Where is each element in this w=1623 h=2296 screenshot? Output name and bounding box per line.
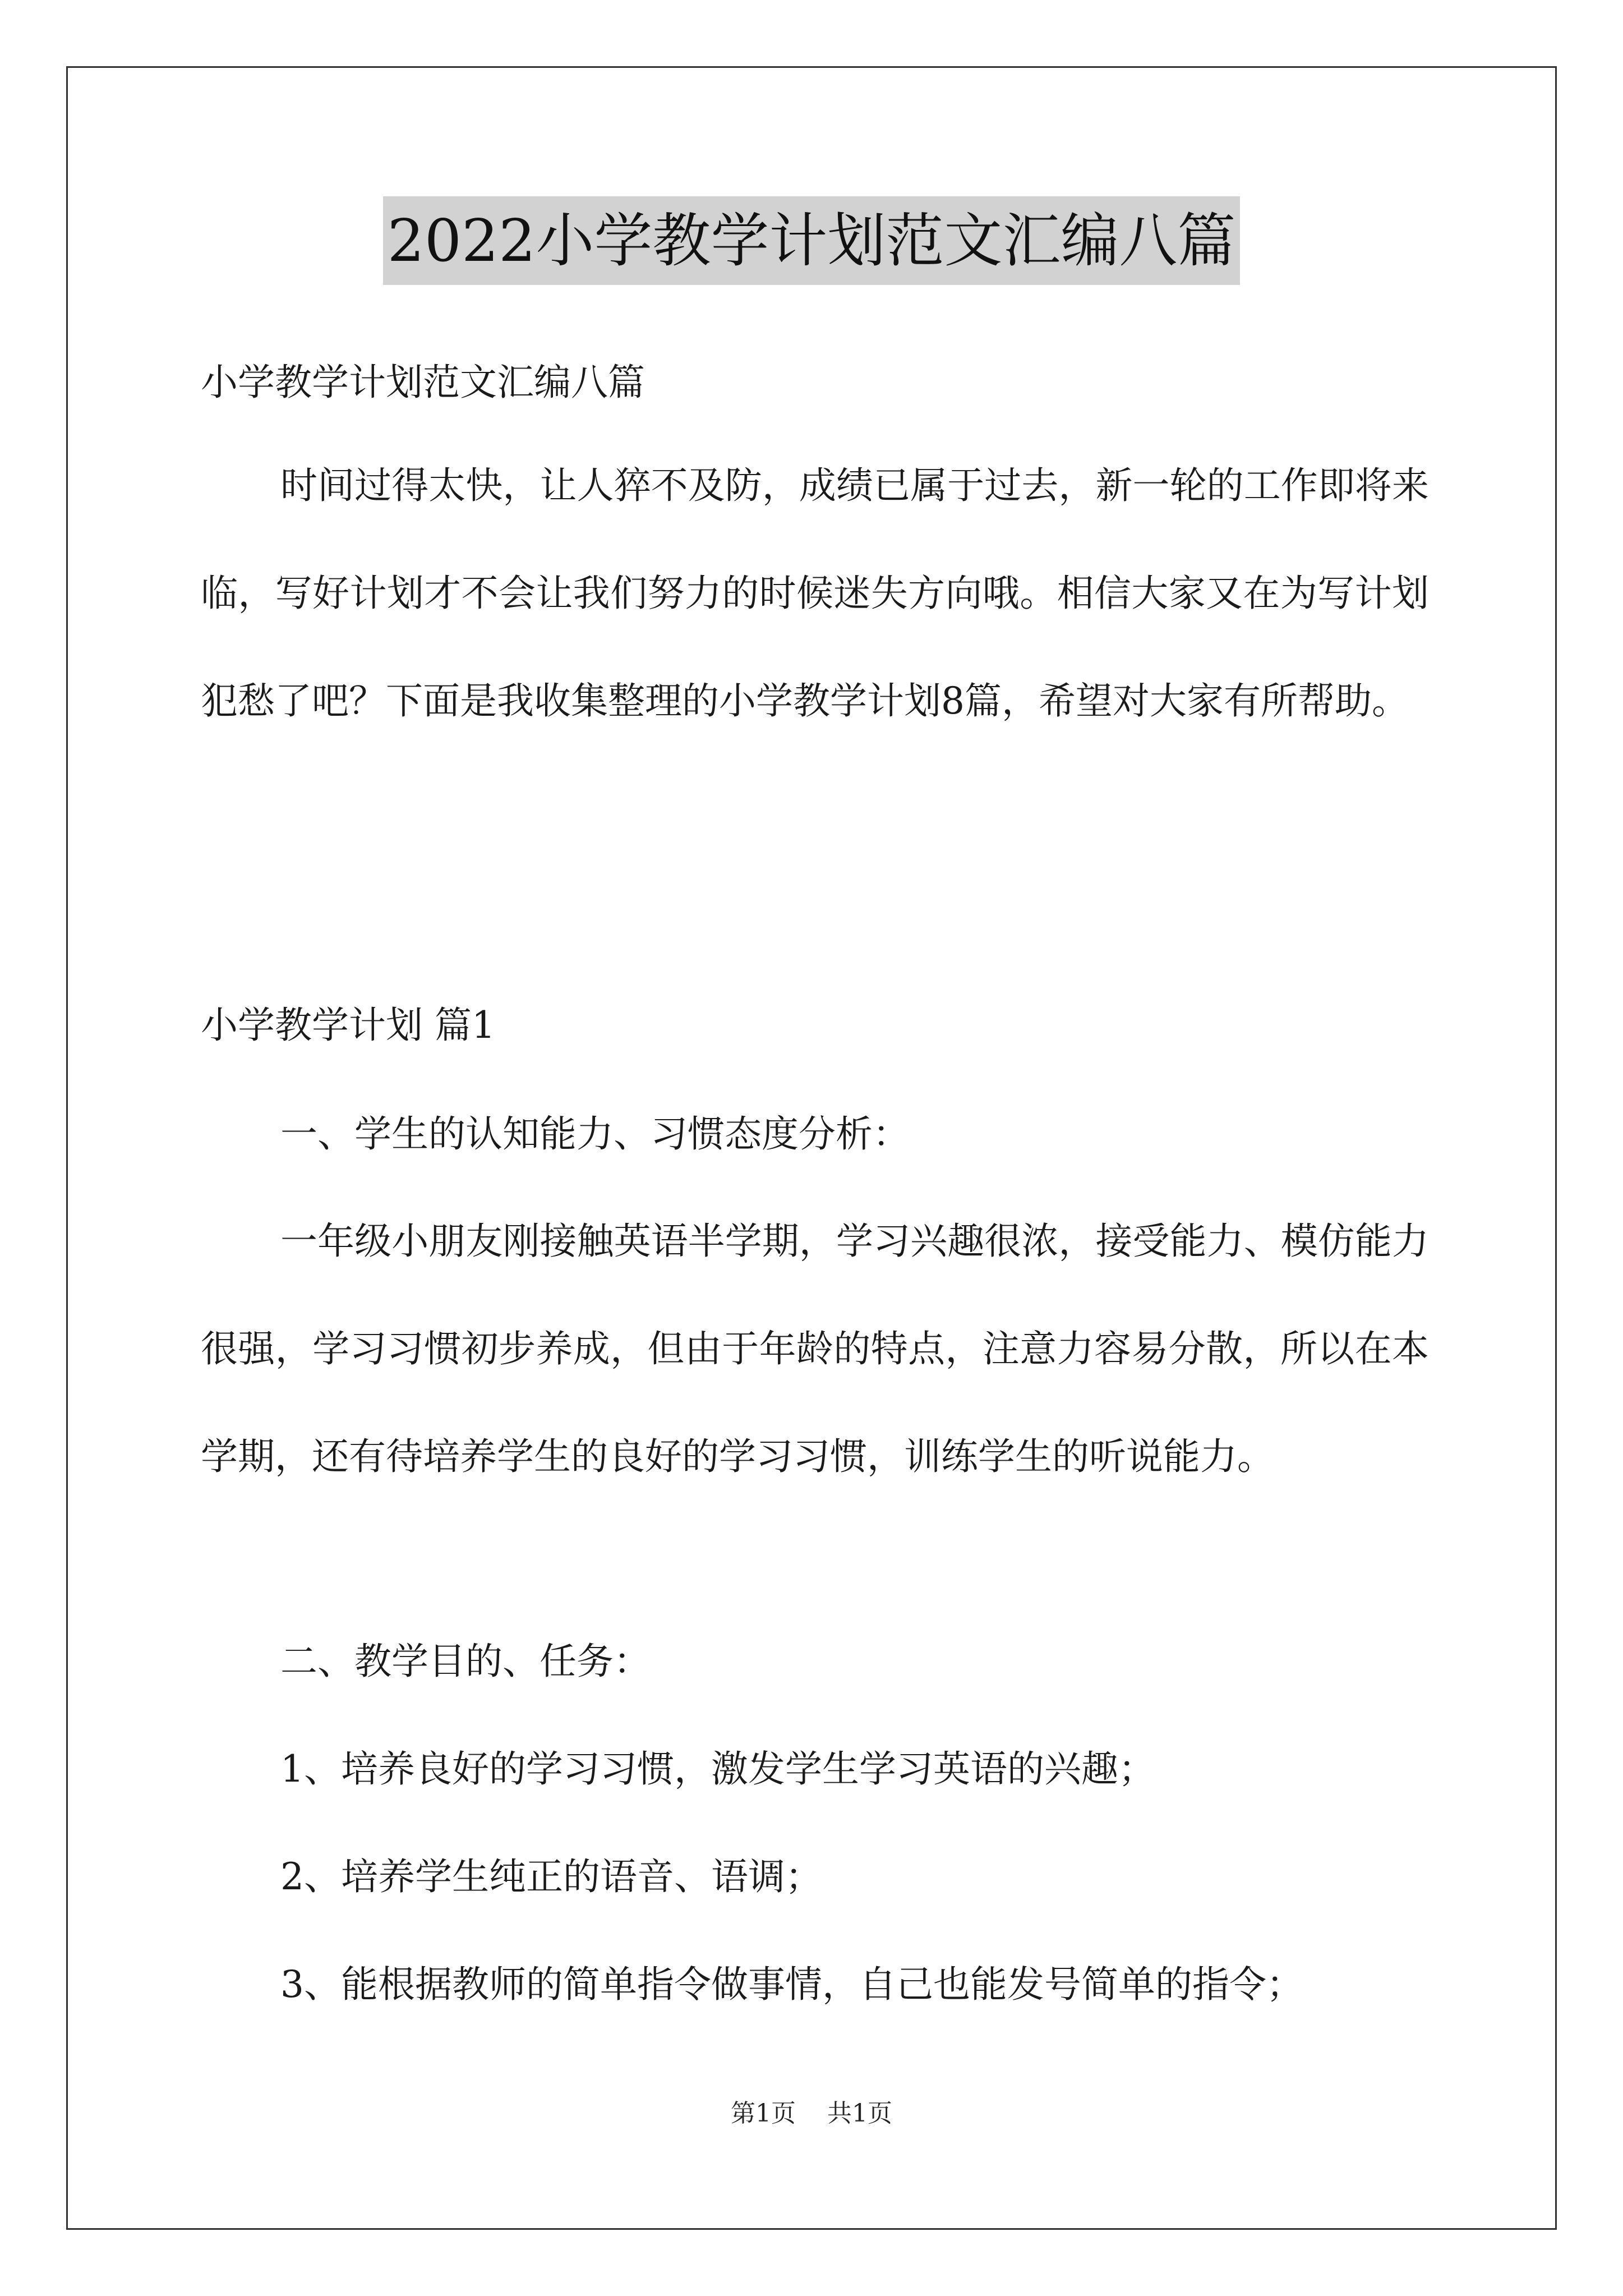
goal-item: 3、能根据教师的简单指令做事情，自己也能发号简单的指令； (280, 1963, 1303, 2006)
goal-item: 1、培养良好的学习习惯，激发学生学习英语的兴趣； (280, 1747, 1155, 1791)
section-heading: 小学教学计划 篇1 (201, 1004, 495, 1047)
title-container (0, 196, 1623, 285)
goals-heading: 二、教学目的、任务： (280, 1640, 651, 1683)
page-current: 第1页 (731, 2099, 796, 2128)
document-title: 2022小学教学计划范文汇编八篇 (383, 196, 1241, 285)
page-footer (0, 2097, 1623, 2131)
page-total: 共1页 (827, 2099, 892, 2128)
analysis-heading: 一、学生的认知能力、习惯态度分析： (280, 1112, 910, 1156)
goal-item: 2、培养学生纯正的语音、语调； (280, 1855, 822, 1898)
intro-paragraph: 时间过得太快，让人猝不及防，成绩已属于过去，新一轮的工作即将来临，写好计划才不会让我们努力的时候迷失方向哦。相信大家又在为写计划犯愁了吧？下面是我收集整理的小学教学计划8篇，希望对大家有所帮助。 (201, 464, 1429, 723)
document-subtitle: 小学教学计划范文汇编八篇 (201, 361, 645, 404)
analysis-paragraph: 一年级小朋友刚接触英语半学期，学习兴趣很浓，接受能力、模仿能力很强，学习习惯初步养成，但由于年龄的特点，注意力容易分散，所以在本学期，还有待培养学生的良好的学习习惯，训练学生的听说能力。 (201, 1220, 1429, 1478)
